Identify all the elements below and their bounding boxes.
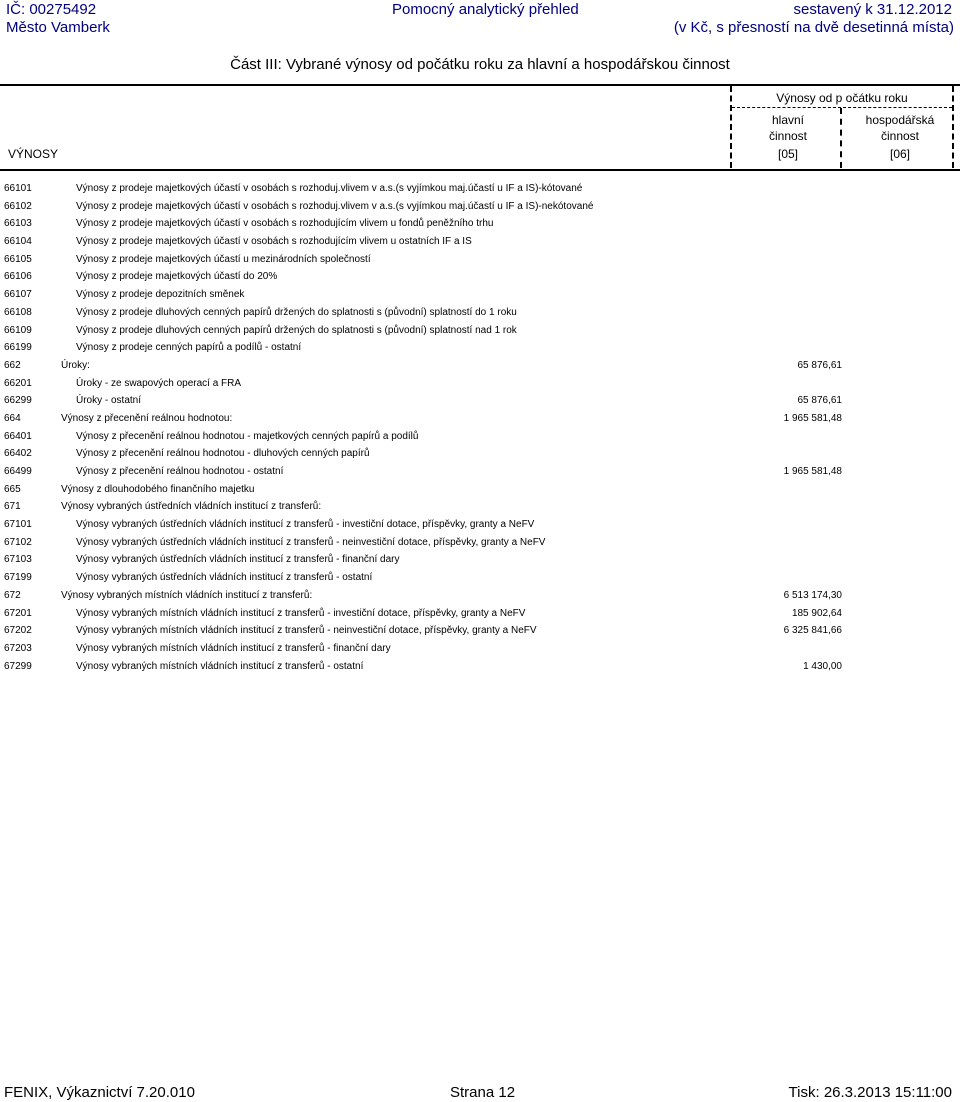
col6-code: [06] bbox=[889, 147, 910, 161]
row-code: 66109 bbox=[4, 324, 32, 336]
table-row bbox=[0, 587, 960, 605]
row-code: 66106 bbox=[4, 271, 32, 283]
table-row bbox=[0, 215, 960, 233]
table-row bbox=[0, 569, 960, 587]
table-row bbox=[0, 198, 960, 216]
row-code: 66201 bbox=[4, 377, 32, 389]
row-code: 67201 bbox=[4, 607, 32, 619]
column-divider-middle bbox=[840, 108, 842, 168]
row-description: Výnosy z prodeje majetkových účastí do 20% bbox=[76, 271, 278, 283]
table-row bbox=[0, 180, 960, 198]
col6-line1: hospodářská bbox=[865, 113, 935, 127]
table-row bbox=[0, 640, 960, 658]
table-row bbox=[0, 463, 960, 481]
footer-print-date: Tisk: 26.3.2013 15:11:00 bbox=[788, 1084, 952, 1101]
table-row bbox=[0, 658, 960, 676]
row-description: Úroky: bbox=[61, 359, 90, 371]
ico-label: IČ: 00275492 bbox=[6, 1, 97, 18]
footer-page: Strana 12 bbox=[450, 1084, 516, 1101]
row-value-main-activity: 65 876,61 bbox=[797, 395, 842, 407]
table-row bbox=[0, 445, 960, 463]
row-code: 67103 bbox=[4, 554, 32, 566]
row-value-main-activity: 1 430,00 bbox=[803, 660, 842, 672]
row-description: Výnosy vybraných místních vládních institucí z transferů: bbox=[61, 589, 313, 601]
table-row bbox=[0, 251, 960, 269]
table-row bbox=[0, 410, 960, 428]
row-description: Výnosy z dlouhodobého finančního majetku bbox=[61, 483, 255, 495]
section-title: Část III: Vybrané výnosy od počátku roku za hlavní a hospodářskou činnost bbox=[230, 56, 730, 73]
row-value-main-activity: 1 965 581,48 bbox=[783, 412, 842, 424]
row-code: 66101 bbox=[4, 183, 32, 194]
row-code: 67199 bbox=[4, 572, 32, 584]
table-row bbox=[0, 516, 960, 534]
row-description: Výnosy z přecenění reálnou hodnotou - majetkových cenných papírů a podílů bbox=[76, 430, 419, 442]
row-description: Výnosy z prodeje majetkových účastí v osobách s rozhodujícím vlivem u fondů peněžního trhu bbox=[76, 218, 494, 230]
table-row bbox=[0, 498, 960, 516]
row-code: 67203 bbox=[4, 642, 32, 654]
row-value-main-activity: 6 325 841,66 bbox=[783, 625, 842, 637]
row-description: Výnosy vybraných místních vládních institucí z transferů - neinvestiční dotace, příspěvky, granty a NeFV bbox=[76, 625, 537, 637]
table-row bbox=[0, 622, 960, 640]
col6-line2: činnost bbox=[880, 129, 920, 143]
row-description: Výnosy vybraných ústředních vládních institucí z transferů - neinvestiční dotace, příspěvky, granty a NeFV bbox=[76, 536, 546, 548]
table-row bbox=[0, 357, 960, 375]
group-divider bbox=[732, 107, 952, 108]
row-description: Výnosy vybraných místních vládních institucí z transferů - ostatní bbox=[76, 660, 364, 672]
row-code: 66104 bbox=[4, 236, 32, 248]
row-code: 66108 bbox=[4, 306, 32, 318]
header-bottom-rule bbox=[0, 169, 960, 171]
row-code: 66299 bbox=[4, 395, 32, 407]
row-description: Výnosy vybraných ústředních vládních institucí z transferů: bbox=[61, 501, 322, 513]
row-code: 67102 bbox=[4, 536, 32, 548]
town-name: Město Vamberk bbox=[6, 19, 110, 36]
footer-software: FENIX, Výkaznictví 7.20.010 bbox=[4, 1084, 195, 1101]
report-title: Pomocný analytický přehled bbox=[392, 1, 579, 18]
row-description: Výnosy vybraných místních vládních institucí z transferů - investiční dotace, příspěvky, granty a NeFV bbox=[76, 607, 526, 619]
row-description: Výnosy vybraných ústředních vládních institucí z transferů - finanční dary bbox=[76, 554, 400, 566]
col5-line2: činnost bbox=[768, 129, 808, 143]
row-description: Výnosy z prodeje majetkových účastí v osobách s rozhoduj.vlivem v a.s.(s vyjímkou maj.účastí u IF a IS)-nekótované bbox=[76, 200, 594, 212]
row-code: 66402 bbox=[4, 448, 32, 460]
table-row bbox=[0, 428, 960, 446]
report-date: sestavený k 31.12.2012 bbox=[793, 1, 952, 18]
column-heading-vynosy: VÝNOSY bbox=[8, 147, 59, 161]
row-description: Výnosy z přecenění reálnou hodnotou - ostatní bbox=[76, 466, 284, 477]
row-description: Výnosy z prodeje dluhových cenných papírů držených do splatnosti s (původní) splatností nad 1 rok bbox=[76, 324, 517, 336]
row-description: Výnosy z prodeje depozitních směnek bbox=[76, 289, 245, 301]
row-value-main-activity: 185 902,64 bbox=[791, 607, 842, 619]
table-row bbox=[0, 233, 960, 251]
row-description: Výnosy z prodeje majetkových účastí u mezinárodních společností bbox=[76, 253, 371, 265]
row-description: Úroky - ze swapových operací a FRA bbox=[76, 377, 242, 389]
col5-line1: hlavní bbox=[771, 113, 805, 127]
table-row bbox=[0, 268, 960, 286]
header-top-rule bbox=[0, 84, 960, 86]
row-code: 671 bbox=[4, 501, 21, 513]
precision-note: (v Kč, s přesností na dvě desetinná místa) bbox=[673, 19, 954, 36]
row-code: 67299 bbox=[4, 660, 32, 672]
row-code: 66107 bbox=[4, 289, 32, 301]
table-row bbox=[0, 551, 960, 569]
table-row bbox=[0, 481, 960, 499]
row-description: Výnosy vybraných místních vládních institucí z transferů - finanční dary bbox=[76, 642, 391, 654]
row-code: 67101 bbox=[4, 519, 32, 531]
row-description: Výnosy z přecenění reálnou hodnotou: bbox=[61, 412, 233, 424]
table-row bbox=[0, 375, 960, 393]
row-code: 664 bbox=[4, 412, 21, 424]
row-description: Výnosy z prodeje majetkových účastí v osobách s rozhodujícím vlivem u ostatních IF a IS bbox=[76, 236, 472, 248]
table-row bbox=[0, 392, 960, 410]
row-description: Výnosy z prodeje majetkových účastí v osobách s rozhoduj.vlivem v a.s.(s vyjímkou maj.účastí u IF a IS)-kótované bbox=[76, 183, 583, 194]
row-description: Výnosy vybraných ústředních vládních institucí z transferů - investiční dotace, příspěvky, granty a NeFV bbox=[76, 519, 535, 531]
row-description: Výnosy z přecenění reálnou hodnotou - dluhových cenných papírů bbox=[76, 448, 370, 460]
row-code: 662 bbox=[4, 359, 21, 371]
row-description: Výnosy z prodeje cenných papírů a podílů - ostatní bbox=[76, 342, 302, 354]
row-description: Úroky - ostatní bbox=[76, 395, 142, 407]
row-code: 672 bbox=[4, 589, 21, 601]
row-value-main-activity: 65 876,61 bbox=[797, 359, 842, 371]
row-value-main-activity: 1 965 581,48 bbox=[783, 466, 842, 477]
table-row bbox=[0, 286, 960, 304]
row-code: 66499 bbox=[4, 466, 32, 477]
row-code: 66103 bbox=[4, 218, 32, 230]
table-body bbox=[0, 180, 960, 675]
table-row bbox=[0, 339, 960, 357]
row-value-main-activity: 6 513 174,30 bbox=[783, 589, 842, 601]
table-row bbox=[0, 322, 960, 340]
row-code: 66102 bbox=[4, 200, 32, 212]
row-code: 66401 bbox=[4, 430, 32, 442]
column-group-heading: Výnosy od p očátku roku bbox=[776, 91, 908, 105]
row-code: 66105 bbox=[4, 253, 32, 265]
row-description: Výnosy vybraných ústředních vládních institucí z transferů - ostatní bbox=[76, 572, 373, 584]
row-description: Výnosy z prodeje dluhových cenných papírů držených do splatnosti s (původní) splatností do 1 roku bbox=[76, 306, 517, 318]
col5-code: [05] bbox=[777, 147, 798, 161]
row-code: 67202 bbox=[4, 625, 32, 637]
table-row bbox=[0, 304, 960, 322]
table-row bbox=[0, 534, 960, 552]
row-code: 66199 bbox=[4, 342, 32, 354]
table-row bbox=[0, 605, 960, 623]
row-code: 665 bbox=[4, 483, 21, 495]
